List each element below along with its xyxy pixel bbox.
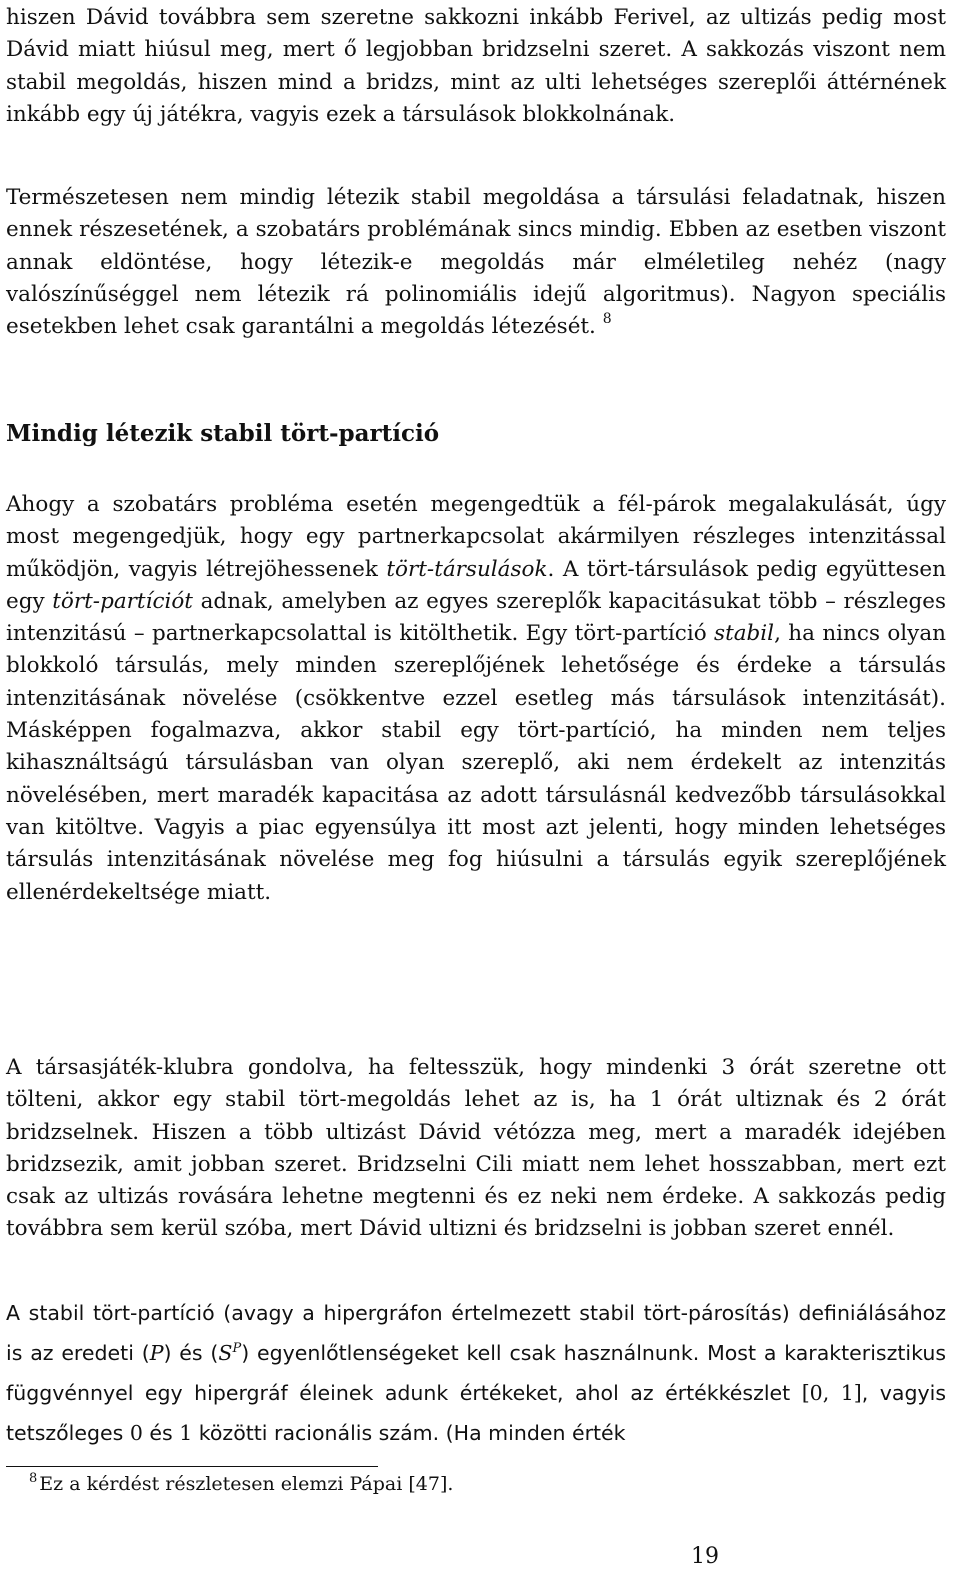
p5-text-j: és	[142, 1421, 180, 1445]
p5-text-f: ) egyenlőtlenségeket kell csak használnunk. Most a karakterisztikus függvénnyel egy hipergráf éleinek adunk értékeket, ahol az értékkészlet	[6, 1341, 946, 1405]
math-P: P	[149, 1341, 164, 1365]
term-tort-particiot: tört-partíciót	[52, 588, 193, 614]
paragraph-5	[6, 1293, 946, 1453]
footnote-text: Ez a kérdést részletesen elemzi Pápai [47].	[39, 1473, 454, 1495]
page-number: 19	[691, 1544, 719, 1569]
p3-text-g: , ha nincs olyan blokkoló társulás, mely minden szereplőjének lehetősége és érdeke a társulás intenzitásának növelése (csökkentve ezzel esetleg más társulások intenzitását). Másképpen fogalmazva, akkor stabil egy tört-partíció, ha minden nem teljes kihasználtságú társulásban van olyan szereplő, aki nem érdekelt az intenzitás növelésében, mert maradék kapacitása az adott társulásnál kedvezőbb társulásokkal van kitöltve. Vagyis a piac egyensúlya itt most azt jelenti, hogy minden lehetséges társulás intenzitásának növelése meg fog hiúsulni a társulás egyik szereplőjének ellenérdekeltsége miatt.	[6, 621, 946, 905]
math-one: 1	[179, 1421, 193, 1445]
math-S-superscript: P	[232, 1341, 242, 1357]
paragraph-4: A társasjáték-klubra gondolva, ha feltesszük, hogy mindenki 3 órát szeretne ott tölteni, akkor egy stabil tört-megoldás lehet az is, ha 1 órát ultiznak és 2 órát bridzselnek. Hiszen a több ultizást Dávid vétózza meg, mert a maradék idejében bridzsezik, amit jobban szeret. Bridzselni Cili miatt nem lehet hosszabban, mert ezt csak az ultizás rovására lehetne megtenni és ez neki nem érdeke. A sakkozás pedig továbbra sem kerül szóba, mert Dávid ultizni és bridzselni is jobban szeret ennél.	[6, 1055, 946, 1242]
paragraph-2	[6, 182, 946, 343]
p5-text-l: közötti racionális szám. (Ha minden érték	[192, 1421, 626, 1445]
paragraph-2-text: Természetesen nem mindig létezik stabil megoldása a társulási feladatnak, hiszen ennek részesetének, a szobatárs problémának sincs mindig. Ebben az esetben viszont annak eldöntése, hogy létezik-e megoldás már elméletileg nehéz (nagy valószínűséggel nem létezik rá polinomiális idejű algoritmus). Nagyon speciális esetekben lehet csak garantálni a megoldás létezését.	[6, 185, 946, 340]
paragraph-3	[6, 489, 946, 909]
p5-text-a: A stabil tört-partíció (avagy a hipergráfon értelmezett stabil tört-párosítás) definiálásához is az eredeti (	[6, 1301, 946, 1365]
footnote	[29, 1470, 453, 1498]
section-heading: Mindig létezik stabil tört-partíció	[6, 420, 440, 447]
term-tort-tarsulasok: tört-társulások	[386, 556, 548, 582]
footnote-mark: 8	[29, 1471, 38, 1486]
footnote-reference[interactable]: 8	[602, 311, 612, 328]
math-S: S	[218, 1341, 233, 1365]
paragraph-1: hiszen Dávid továbbra sem szeretne sakkozni inkább Ferivel, az ultizás pedig most Dávid miatt hiúsul meg, mert ő legjobban bridzselni szeret. A sakkozás viszont nem stabil megoldás, hiszen mind a bridzs, mint az ulti lehetséges szereplői áttérnének inkább egy új játékra, vagyis ezek a társulások blokkolnának.	[6, 5, 946, 127]
math-interval: [0, 1]	[801, 1381, 862, 1405]
p3-text-c: . A tört-társulások pedig együttesen egy	[6, 556, 947, 614]
term-stabil: stabil	[714, 621, 775, 647]
math-zero: 0	[129, 1421, 143, 1445]
p3-text-e: adnak, amelyben az egyes szereplők kapacitásukat több – részleges intenzitású – partnerkapcsolattal is kitölthetik. Egy tört-partíció	[6, 588, 946, 647]
p3-text-a: Ahogy a szobatárs probléma esetén megengedtük a fél-párok megalakulását, úgy most megengedjük, hogy egy partnerkapcsolat akármilyen részleges intenzitással működjön, vagyis létrejöhessenek	[6, 492, 946, 582]
p5-text-c: ) és (	[163, 1341, 219, 1365]
footnote-divider	[6, 1466, 378, 1467]
p5-text-h: , vagyis tetszőleges	[6, 1381, 947, 1445]
